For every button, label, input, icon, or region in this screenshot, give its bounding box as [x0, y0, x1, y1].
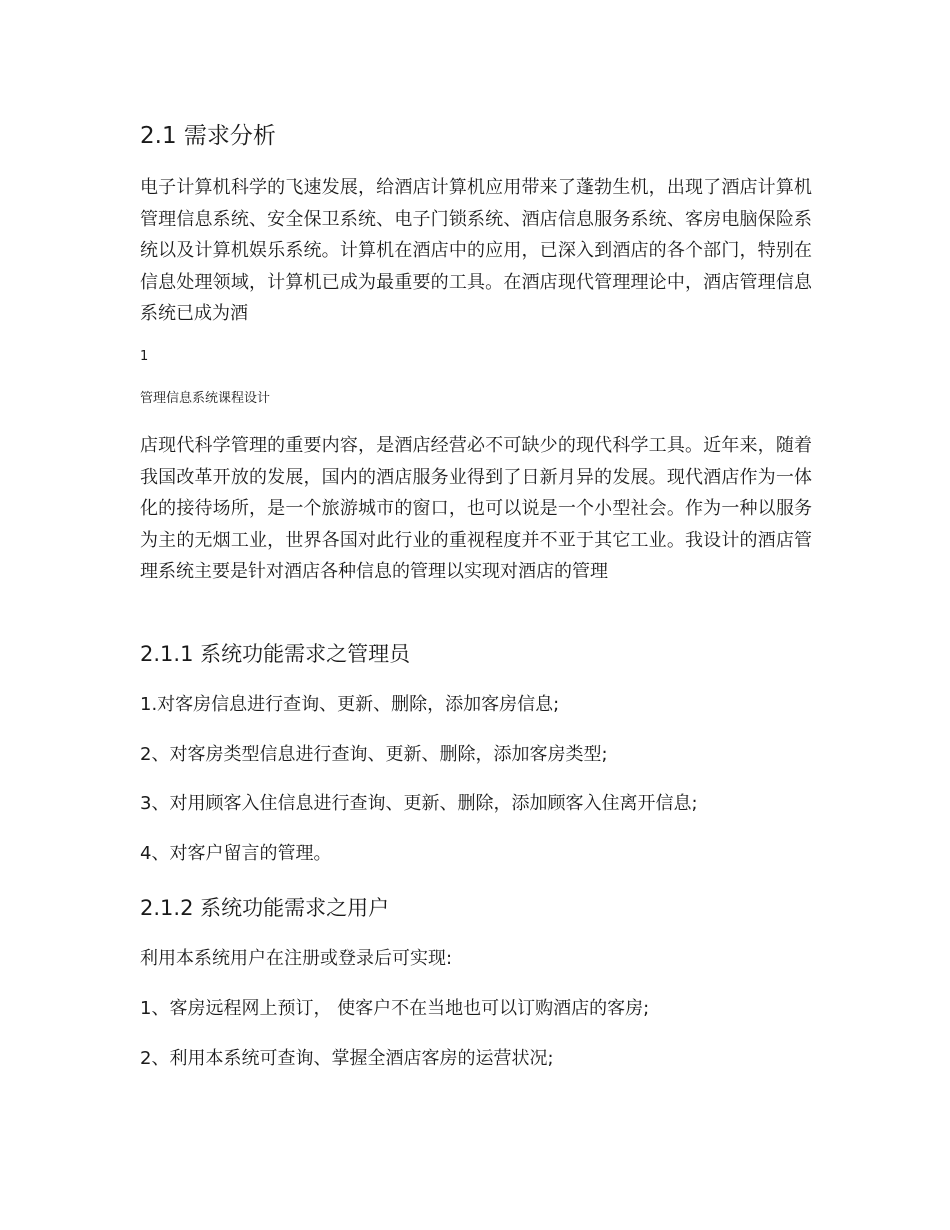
admin-requirement-item: 3、对用顾客入住信息进行查询、更新、删除，添加顾客入住离开信息;	[140, 793, 698, 814]
admin-requirement-item: 1.对客房信息进行查询、更新、删除，添加客房信息;	[140, 694, 560, 715]
user-requirement-item: 2、利用本系统可查询、掌握全酒店客房的运营状况;	[140, 1048, 554, 1069]
admin-requirements-heading: 2.1.1 系统功能需求之管理员	[140, 642, 411, 666]
user-requirement-item: 1、客房远程网上预订， 使客户不在当地也可以订购酒店的客房;	[140, 998, 650, 1019]
admin-requirement-item: 4、对客户留言的管理。	[140, 843, 332, 864]
user-requirements-heading: 2.1.2 系统功能需求之用户	[140, 896, 390, 920]
continued-paragraph: 店现代科学管理的重要内容，是酒店经营必不可缺少的现代科学工具。近年来，随着我国改革开放的发展，国内的酒店服务业得到了日新月异的发展。现代酒店作为一体化的接待场所，是一个旅游城市的窗口，也可以说是一个小型社会。作为一种以服务为主的无烟工业，世界各国对此行业的重视程度并不亚于其它工业。我设计的酒店管理系统主要是针对酒店各种信息的管理以实现对酒店的管理	[140, 435, 812, 583]
intro-paragraph: 电子计算机科学的飞速发展，给酒店计算机应用带来了蓬勃生机，出现了酒店计算机管理信息系统、安全保卫系统、电子门锁系统、酒店信息服务系统、客房电脑保险系统以及计算机娱乐系统。计算机在酒店中的应用，已深入到酒店的各个部门，特别在信息处理领域，计算机已成为最重要的工具。在酒店现代管理理论中，酒店管理信息系统已成为酒	[140, 177, 812, 325]
user-requirements-intro: 利用本系统用户在注册或登录后可实现:	[140, 948, 453, 969]
page-number: 1	[140, 349, 149, 364]
running-header: 管理信息系统课程设计	[140, 391, 271, 406]
section-heading: 2.1 需求分析	[140, 123, 276, 149]
admin-requirement-item: 2、对客房类型信息进行查询、更新、删除，添加客房类型;	[140, 744, 608, 765]
